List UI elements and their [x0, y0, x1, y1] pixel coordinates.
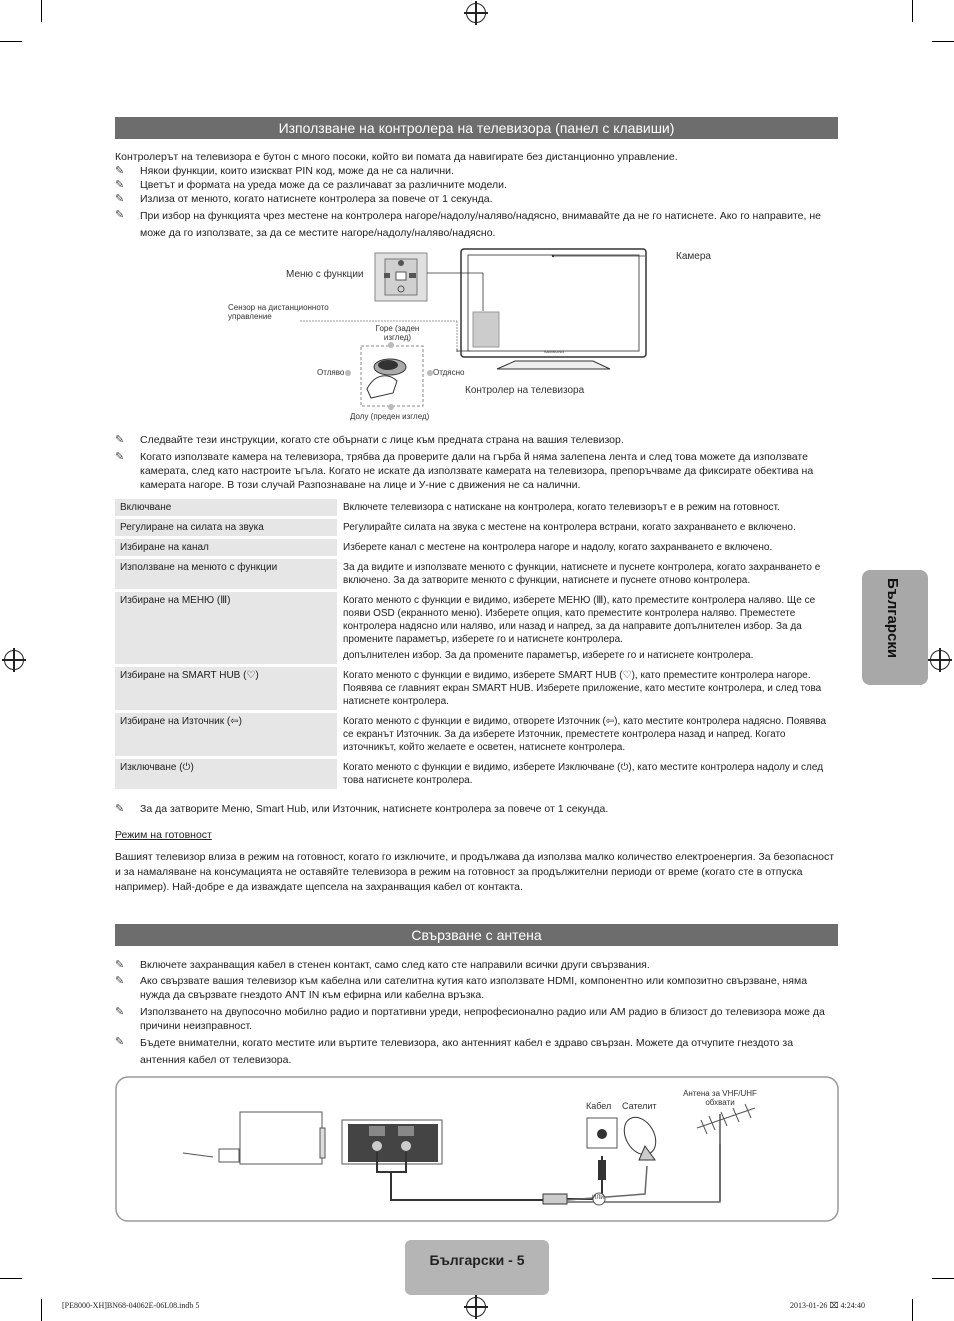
note-icon: ✎	[115, 1036, 125, 1048]
controller-label: Контролер на телевизора	[465, 385, 585, 396]
registration-mark-icon	[930, 650, 950, 670]
registration-mark-icon	[466, 1297, 486, 1317]
function-table	[115, 496, 838, 792]
section-title-antenna: Свързване с антена	[115, 924, 838, 946]
note-icon: ✎	[115, 975, 125, 987]
left-label: Отляво	[317, 368, 345, 377]
note-icon: ✎	[115, 1006, 125, 1018]
note-icon: ✎	[115, 959, 125, 971]
satellite-label: Сателит	[622, 1101, 657, 1111]
crop-mark	[912, 0, 913, 22]
table-key: Избиране на SMART HUB (♡)	[115, 667, 337, 710]
table-row	[115, 499, 838, 516]
print-date-info: 2013-01-26 ⌧ 4:24:40	[790, 1301, 865, 1310]
right-label: Отдясно	[433, 368, 465, 377]
crop-mark	[932, 41, 954, 42]
table-row	[115, 667, 838, 710]
note-icon: ✎	[115, 451, 125, 463]
table-value: Когато менюто с функции е видимо, изберете МЕНЮ (Ⅲ), като преместите контролера наляво. Ще се появи OSD (екранното меню). Изберете опция, като преместите контролера наляво. Преместете контролера надясно или наляво, или назад и напред, за да направите допълнителен избор. За да промените параметър, изберете го и натиснете контролера. допълнителен избор. За да промените параметър, изберете го и натиснете контролера.	[343, 595, 816, 661]
table-value: Регулирайте силата на звука с местене на контролера встрани, когато захранването е включено.	[343, 522, 796, 533]
table-value: Когато менюто с функции е видимо, отворете Източник (⇦), като местите контролера надясно. Появява се екранът Източник. За да изберете Източник, преместете контролера назад и напред. Когато източникът, който желаете е осветен, натиснете контролера.	[343, 716, 827, 753]
registration-mark-icon	[4, 650, 24, 670]
standby-title: Режим на готовност	[115, 829, 212, 841]
table-row	[115, 559, 838, 589]
table-row	[115, 592, 838, 664]
table-key: Избиране на МЕНЮ (Ⅲ)	[115, 592, 337, 664]
crop-mark	[0, 41, 22, 42]
note-icon: ✎	[115, 803, 125, 815]
table-key: Използване на менюто с функции	[115, 559, 337, 589]
table-key: Избиране на канал	[115, 539, 337, 556]
intro-text: Контролерът на телевизора е бутон с много посоки, който ви помата да навигирате без дистанционно управление.	[115, 151, 678, 163]
table-key: Включване	[115, 499, 337, 516]
language-tab: Български	[862, 570, 928, 685]
page-footer: Български - 5	[405, 1240, 549, 1295]
print-file-info: [PE8000-XH]BN68-04062E-06L08.indb 5	[62, 1301, 200, 1310]
table-value: За да видите и използвате менюто с функции, натиснете и пуснете контролера, когато захранването е включено. За да затворите менюто с функции, натиснете и пуснете отново контролера.	[343, 562, 821, 586]
crop-mark	[41, 0, 42, 22]
note-icon: ✎	[115, 193, 125, 205]
registration-mark-icon	[466, 3, 486, 23]
table-row	[115, 713, 838, 756]
table-value: Когато менюто с функции е видимо, изберете SMART HUB (♡), като преместите контролера нагоре. Появява се главният екран SMART HUB. Изберете приложение, като местите контролера, и след това натиснете контролера.	[343, 670, 822, 707]
antenna-label: Антена за VHF/UHF обхвати	[683, 1089, 757, 1107]
table-row	[115, 759, 838, 789]
menu-label: Меню с функции	[286, 269, 364, 280]
up-label: Горе (заден изглед)	[375, 324, 420, 342]
note-icon: ✎	[115, 434, 125, 446]
svg-text:SAMSUNG: SAMSUNG	[543, 349, 565, 354]
note-icon: ✎	[115, 209, 125, 221]
standby-text: Вашият телевизор влиза в режим на готовност, когато го изключите, и продължава да използва малко количество електроенергия. За безопасност и за намаляване на консумацията не оставяйте телевизора в режим на готовност за продължителни периоди от време (когато сте в отпуска например). Най-добре е да изваждате щепсела на захранващия кабел от контакта.	[115, 851, 835, 893]
cable-label: Кабел	[586, 1101, 612, 1111]
sensor-label: Сензор на дистанционното управление	[228, 303, 329, 321]
crop-mark	[41, 1299, 42, 1321]
crop-mark	[912, 1299, 913, 1321]
note-icon: ✎	[115, 165, 125, 177]
table-value: Изберете канал с местене на контролера нагоре и надолу, когато захранването е включено.	[343, 542, 773, 553]
table-value: Включете телевизора с натискане на контролера, когато телевизорът е в режим на готовност.	[343, 502, 780, 513]
camera-label: Камера	[676, 251, 711, 262]
crop-mark	[932, 1278, 954, 1279]
table-value: Когато менюто с функции е видимо, изберете Изключване (⏻), като местите контролера надолу и след това натиснете контролера.	[343, 762, 824, 786]
table-key: Изключване (⏻)	[115, 759, 337, 789]
section-title-controller: Използване на контролера на телевизора (панел с клавиши)	[115, 117, 838, 139]
table-key: Регулиране на силата на звука	[115, 519, 337, 536]
or-label: ИЛИ	[592, 1195, 605, 1201]
table-row	[115, 519, 838, 536]
note-icon: ✎	[115, 179, 125, 191]
table-key: Избиране на Източник (⇦)	[115, 713, 337, 756]
table-row	[115, 539, 838, 556]
down-label: Долу (преден изглед)	[350, 412, 430, 421]
crop-mark	[0, 1278, 22, 1279]
